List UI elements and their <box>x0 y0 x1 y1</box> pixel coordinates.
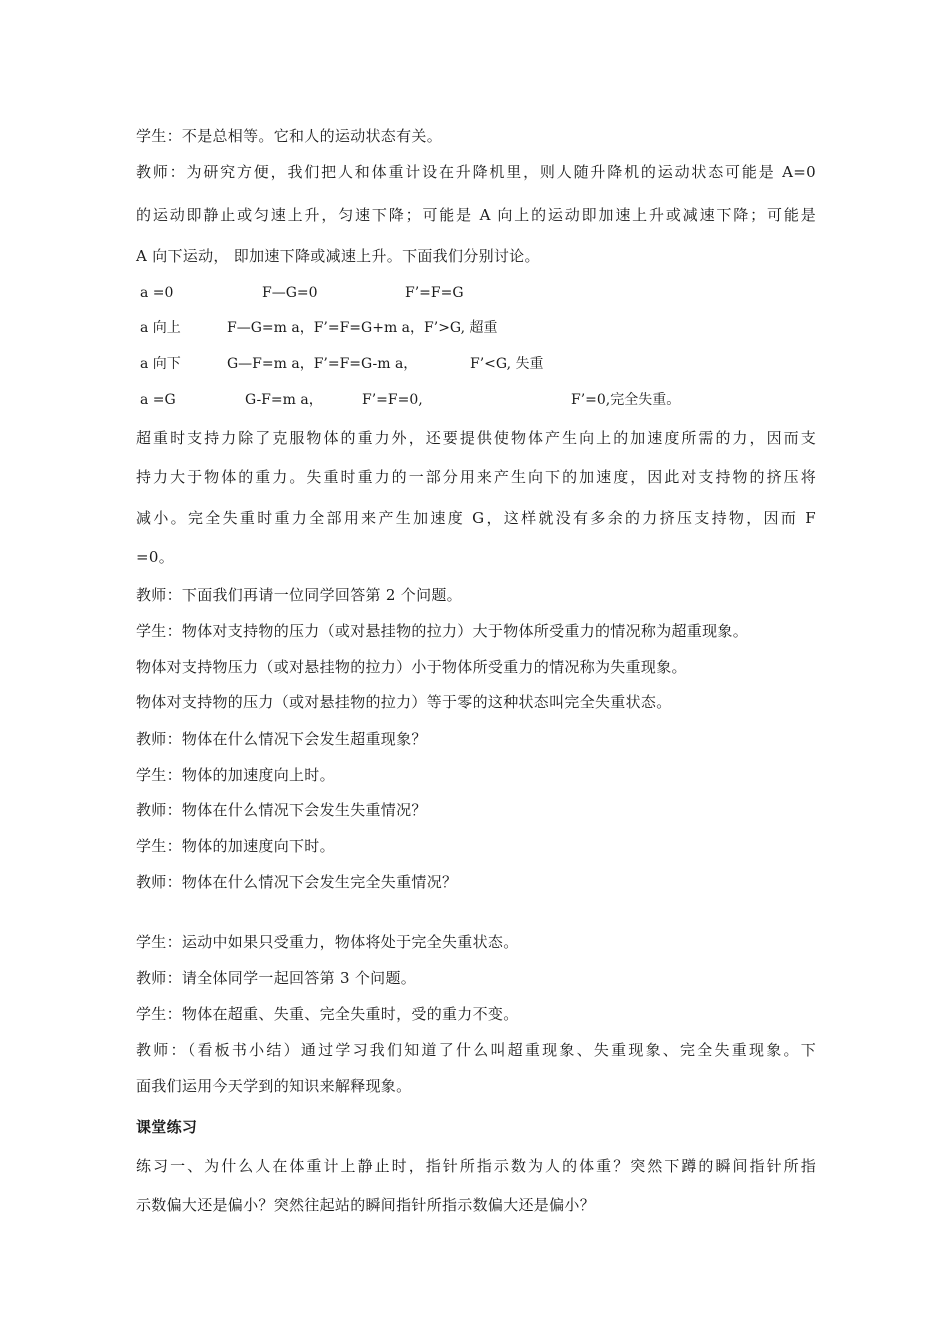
equation-cell: a 向上 <box>140 320 181 336</box>
equation-cell: F’=0,完全失重。 <box>571 392 681 408</box>
equation-cell: a 向下 <box>140 356 181 372</box>
paragraph-line: 学生：不是总相等。它和人的运动状态有关。 <box>136 127 443 145</box>
paragraph-line: 学生：物体的加速度向下时。 <box>136 837 335 855</box>
equation-cell: F’=F=0, <box>362 392 423 408</box>
paragraph-line: 的运动即静止或匀速上升，匀速下降；可能是 A 向上的运动即加速上升或减速下降；可能是 <box>136 206 816 224</box>
equation-cell: a =G <box>140 392 176 408</box>
paragraph-line: 物体对支持物压力（或对悬挂物的拉力）小于物体所受重力的情况称为失重现象。 <box>136 658 687 676</box>
paragraph-line: 教师：物体在什么情况下会发生超重现象？ <box>136 730 427 748</box>
paragraph-line: 学生：运动中如果只受重力，物体将处于完全失重状态。 <box>136 933 519 951</box>
paragraph-line: 教师：下面我们再请一位同学回答第 2 个问题。 <box>136 586 462 604</box>
equation-cell: a =0 <box>140 285 174 301</box>
paragraph-line: 教师：请全体同学一起回答第 3 个问题。 <box>136 969 417 987</box>
paragraph-line: 学生：物体在超重、失重、完全失重时，受的重力不变。 <box>136 1005 519 1023</box>
paragraph-line: 减小。完全失重时重力全部用来产生加速度 G，这样就没有多余的力挤压支持物，因而 F <box>136 509 816 527</box>
paragraph-line: 示数偏大还是偏小？突然往起站的瞬间指针所指示数偏大还是偏小？ <box>136 1196 596 1214</box>
paragraph-line: 教师：物体在什么情况下会发生失重情况？ <box>136 801 427 819</box>
paragraph-line: A 向下运动， 即加速下降或减速上升。下面我们分别讨论。 <box>136 247 540 265</box>
paragraph-line: 学生：物体对支持物的压力（或对悬挂物的拉力）大于物体所受重力的情况称为超重现象。 <box>136 622 749 640</box>
paragraph-line: 教师：物体在什么情况下会发生完全失重情况？ <box>136 873 458 891</box>
equation-cell: F—G=m a，F’=F=G+m a，F’>G, 超重 <box>227 320 498 336</box>
equation-cell: F’<G, 失重 <box>470 356 544 372</box>
paragraph-line: =0。 <box>136 548 175 566</box>
equation-cell: F’=F=G <box>405 285 464 301</box>
paragraph-line: 练习一、为什么人在体重计上静止时，指针所指示数为人的体重？突然下蹲的瞬间指针所指 <box>136 1157 816 1175</box>
equation-cell: G—F=m a，F’=F=G-m a， <box>227 356 418 372</box>
paragraph-line: 教师：（看板书小结）通过学习我们知道了什么叫超重现象、失重现象、完全失重现象。下 <box>136 1041 816 1059</box>
paragraph-line: 学生：物体的加速度向上时。 <box>136 766 335 784</box>
equation-cell: F—G=0 <box>262 285 318 301</box>
paragraph-line: 面我们运用今天学到的知识来解释现象。 <box>136 1077 412 1095</box>
paragraph-line: 持力大于物体的重力。失重时重力的一部分用来产生向下的加速度，因此对支持物的挤压将 <box>136 468 816 486</box>
paragraph-line: 物体对支持物的压力（或对悬挂物的拉力）等于零的这种状态叫完全失重状态。 <box>136 693 672 711</box>
paragraph-line: 教师：为研究方便，我们把人和体重计设在升降机里，则人随升降机的运动状态可能是 A=0 <box>136 163 816 181</box>
equation-cell: G-F=m a， <box>245 392 323 408</box>
paragraph-line: 超重时支持力除了克服物体的重力外，还要提供使物体产生向上的加速度所需的力，因而支 <box>136 429 816 447</box>
section-heading: 课堂练习 <box>136 1118 198 1136</box>
